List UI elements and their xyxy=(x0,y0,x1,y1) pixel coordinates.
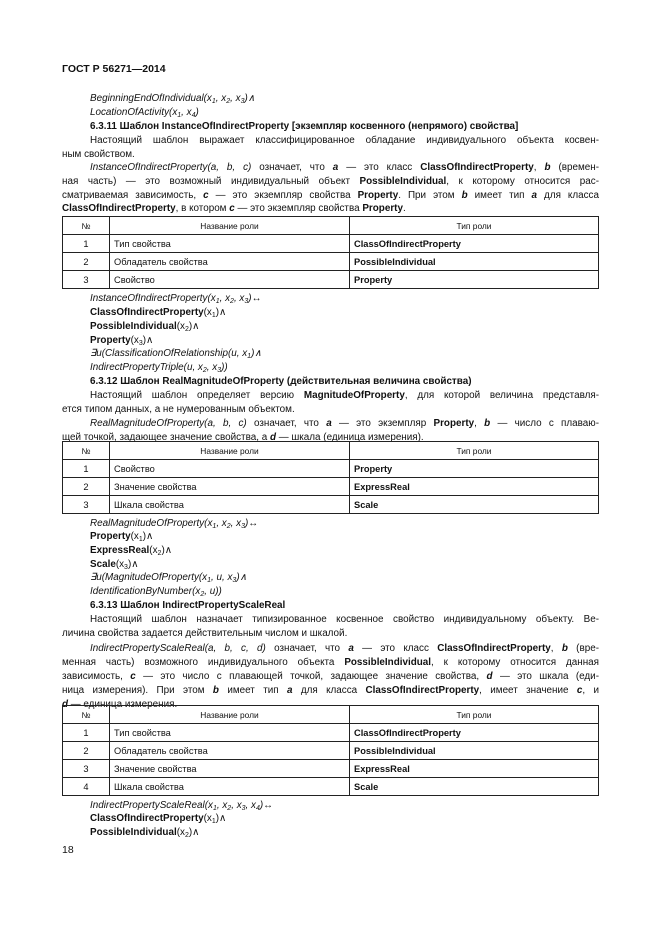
paragraph-line: ным свойством. xyxy=(62,149,135,160)
paragraph-line: сматриваемая зависимость, c — это экземпляр свойства Property. При этом b имеет тип a для класса xyxy=(62,190,599,201)
paragraph-line: щей точкой, задающее значение свойства, а d — шкала (единица измерения). xyxy=(62,432,424,443)
paragraph-line: Настоящий шаблон выражает классифицированное обладание индивидуального объекта косвен- xyxy=(90,135,599,146)
col-role-header: Название роли xyxy=(110,217,350,235)
page-number: 18 xyxy=(62,844,74,856)
roles-table xyxy=(62,705,599,796)
paragraph-line: зависимость, c — это число с плавающей точкой, задающее значение свойства, d — это шкала (еди- xyxy=(62,671,599,682)
table-row: 1 Свойство Property xyxy=(63,460,599,478)
document-header: ГОСТ Р 56271—2014 xyxy=(62,63,166,75)
table-row: 1 Тип свойства ClassOfIndirectProperty xyxy=(63,235,599,253)
table-row: 4 Шкала свойства Scale xyxy=(63,778,599,796)
formula-line: $LocationOfActivity(x_1$, $x_4$) xyxy=(90,107,199,119)
formula-line: $RealMagnitudeOfProperty(x_1$, $x_2$, $x_3)\leftrightarrow$ xyxy=(90,518,259,530)
col-type-header: Тип роли xyxy=(350,217,599,235)
col-type-header: Тип роли xyxy=(350,706,599,724)
paragraph-line: личина свойства задается действительным числом и шкалой. xyxy=(62,628,348,639)
paragraph-line: ClassOfIndirectProperty, в котором c — это экземпляр свойства Property. xyxy=(62,203,406,214)
formula-line: $PossibleIndividual(x_2)\wedge$ xyxy=(90,827,200,839)
paragraph-line: d — единица измерения. xyxy=(62,699,178,710)
table-header-row xyxy=(63,706,599,724)
table-row: 2 Обладатель свойства PossibleIndividual xyxy=(63,253,599,271)
table-row: 1 Тип свойства ClassOfIndirectProperty xyxy=(63,724,599,742)
table-header-row xyxy=(63,442,599,460)
formula-line: $Property(x_1)\wedge$ xyxy=(90,531,154,543)
formula-line: IndirectPropertyTriple(u, $x_2$, $x_3$)) xyxy=(90,362,228,374)
paragraph-line: ется типом данных, а не нумерованным объектом. xyxy=(62,404,295,415)
formula-line: $Scale(x_3)\wedge$ xyxy=(90,559,139,571)
paragraph-line: Настоящий шаблон определяет версию MagnitudeOfProperty, для которой величина представля- xyxy=(90,390,599,401)
col-num-header: № xyxy=(63,442,110,460)
table-row: 3 Значение свойства ExpressReal xyxy=(63,760,599,778)
formula-line: $PossibleIndividual(x_2)\wedge$ xyxy=(90,321,200,333)
roles-table xyxy=(62,216,599,289)
formula-line: $IdentificationByNumber(x_2$, u)) xyxy=(90,586,222,598)
formula-line: $\exists u(MagnitudeOfProperty(x_1$, u, $x_3)\wedge$ xyxy=(90,572,247,584)
table-row: 2 Значение свойства ExpressReal xyxy=(63,478,599,496)
formula-line: $BeginningEndOfIndividual(x_1$, $x_2$, $x_3)\wedge$ xyxy=(90,93,255,105)
formula-line: $ClassOfIndirectProperty(x_1)\wedge$ xyxy=(90,813,227,825)
paragraph-line: InstanceOfIndirectProperty(a, b, c) означает, что a — это класс ClassOfIndirectProperty, b (времен- xyxy=(90,162,600,173)
formula-line: $InstanceOfIndirectProperty(x_1$, $x_2$, $x_3)\leftrightarrow$ xyxy=(90,293,262,305)
table-header-row xyxy=(63,217,599,235)
formula-line: $IndirectPropertyScaleReal(x_1$, $x_2$, $x_3$, $x_4)\leftrightarrow$ xyxy=(90,800,274,812)
paragraph-line: ная часть) — это возможный индивидуальный объект PossibleIndividual, к которому относится рас- xyxy=(62,176,599,187)
col-num-header: № xyxy=(63,217,110,235)
formula-line: $Property(x_3)\wedge$ xyxy=(90,335,154,347)
paragraph-line: Настоящий шаблон назначает типизированное косвенное свойство индивидуальному объекту. Ве- xyxy=(90,614,599,625)
formula-line: $ExpressReal(x_2)\wedge$ xyxy=(90,545,172,557)
formula-line: $ClassOfIndirectProperty(x_1)\wedge$ xyxy=(90,307,227,319)
section-heading: 6.3.12 Шаблон RealMagnitudeOfProperty (действительная величина свойства) xyxy=(90,376,472,387)
formula-line: ∃u(ClassificationOfRelationship(u, $x_1)\wedge$ xyxy=(90,348,262,360)
paragraph-line: ница измерения). При этом b имеет тип a для класса ClassOfIndirectProperty, имеет значение c, и xyxy=(62,685,599,696)
section-heading: 6.3.13 Шаблон IndirectPropertyScaleReal xyxy=(90,600,286,611)
paragraph-line: RealMagnitudeOfProperty(a, b, c) означает, что a — это экземпляр Property, b — число с плаваю- xyxy=(90,418,599,429)
col-num-header: № xyxy=(63,706,110,724)
section-heading: 6.3.11 Шаблон InstanceOfIndirectProperty [экземпляр косвенного (непрямого) свойства] xyxy=(90,121,519,132)
table-row: 3 Свойство Property xyxy=(63,271,599,289)
roles-table xyxy=(62,441,599,514)
col-role-header: Название роли xyxy=(110,706,350,724)
col-role-header: Название роли xyxy=(110,442,350,460)
paragraph-line: менная часть) возможного индивидуального объекта PossibleIndividual, к которому относится данная xyxy=(62,657,599,668)
table-row: 3 Шкала свойства Scale xyxy=(63,496,599,514)
paragraph-line: IndirectPropertyScaleReal(a, b, c, d) означает, что a — это класс ClassOfIndirectProperty, b (вре- xyxy=(90,643,599,654)
col-type-header: Тип роли xyxy=(350,442,599,460)
table-row: 2 Обладатель свойства PossibleIndividual xyxy=(63,742,599,760)
